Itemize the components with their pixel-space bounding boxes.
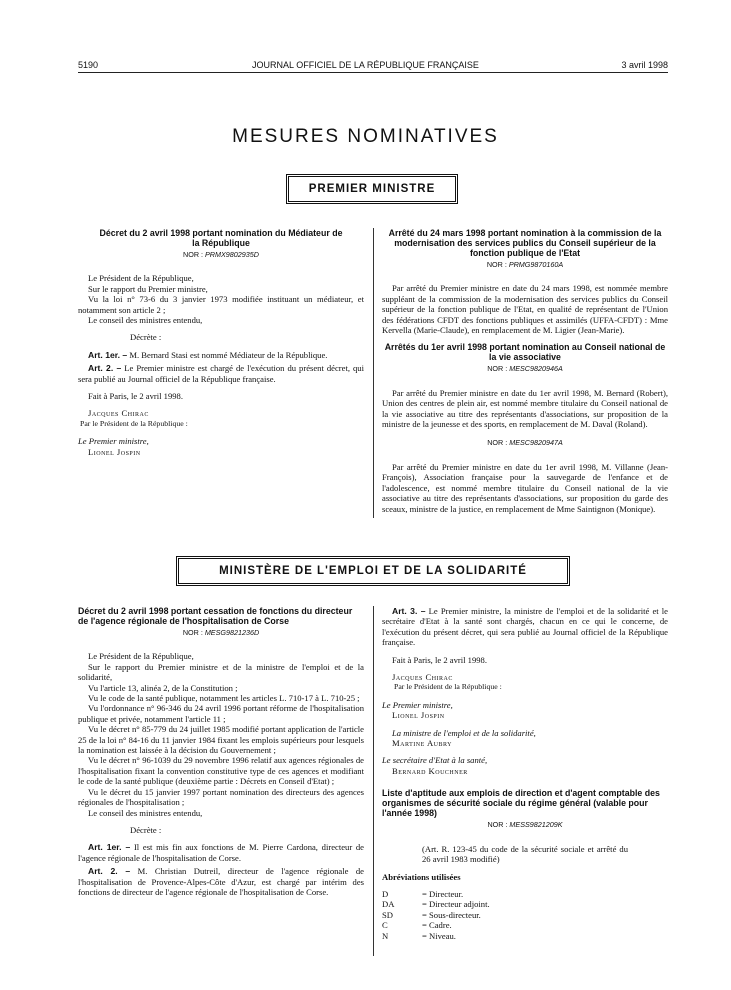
abbreviation-row: C = Cadre. [382,920,452,931]
section-box-emploi [176,556,570,586]
paragraph: Le Président de la République, [88,273,194,284]
arretes-title: Arrêtés du 1er avril 1998 portant nomination au Conseil national de la vie associative [384,342,666,363]
decree-title: Décret du 2 avril 1998 portant nomination du Médiateur de la République [99,228,343,248]
paragraph: Vu le décret n° 85-779 du 24 juillet 1985 modifié portant application de l'article 25 de la loi n° 84-16 du 11 janvier 1984 fixant les emplois supérieurs pour lesquels la nomination est laissée à la décision du Gouvernement ; [78,724,364,756]
decree-title: Décret du 2 avril 1998 portant cessation de fonctions du directeur de l'agence régionale de l'hospitalisation de Corse [78,606,353,626]
arrete-title: Arrêté du 24 mars 1998 portant nomination à la commission de la modernisation des services publics du Conseil supérieur de la fonction publique de l'Etat [388,228,662,258]
signature-president: Jacques Chirac [392,672,453,683]
section-box-premier-ministre [286,174,458,204]
abbreviation-row: DA = Directeur adjoint. [382,899,490,910]
s2-right-column [382,606,668,941]
minister-name: Martine Aubry [392,738,452,749]
paragraph: Vu le décret du 15 janvier 1997 portant nomination des directeurs des agences régionales de l'hospitalisation ; [78,786,364,808]
paragraph: Vu le décret n° 96-1039 du 29 novembre 1996 relatif aux agences régionales de l'hospitalisation fixant la convention constitutive type de ces agences et modifiant le code de la santé publique (deuxième partie : Décrets en Conseil d'Etat) ; [78,755,364,787]
paragraph: Vu la loi n° 73-6 du 3 janvier 1973 modifiée instituant un médiateur, et notamment son article 2 ; [78,294,364,315]
article-1: Art. 1er. – Il est mis fin aux fonctions de M. Pierre Cardona, directeur de l'agence régionale de l'hospitalisation de Corse. [78,842,364,863]
paragraph: Sur le rapport du Premier ministre, [88,283,208,294]
page-title: MESURES NOMINATIVES [232,126,499,147]
pm-name: Lionel Jospin [392,710,445,721]
s1-right-column [382,228,668,514]
decrete: Décrète : [130,332,162,343]
header-rule [78,72,668,73]
paragraph: Le Président de la République, [88,651,194,662]
minister-title: La ministre de l'emploi et de la solidarité, [392,727,536,738]
column-divider [373,606,374,956]
fait-line: Fait à Paris, le 2 avril 1998. [392,654,487,665]
paragraph: Par arrêté du Premier ministre en date du 1er avril 1998, M. Bernard (Robert), Union des centres de plein air, est nommé membre titulaire du Conseil national de la vie associative au titre des représentants d'associations, sur proposition de la ministre de la jeunesse et des sports, en remplacement de M. Daval (Roland). [382,387,668,430]
abbreviation-row: N = Niveau. [382,930,456,941]
nor-line: NOR : MESC9820946A [487,364,563,374]
section-title: MINISTÈRE DE L'EMPLOI ET DE LA SOLIDARITÉ [219,565,527,577]
article-1: Art. 1er. – M. Bernard Stasi est nommé Médiateur de la République. [88,349,328,360]
paragraph: Le conseil des ministres entendu, [88,315,203,326]
paragraph: Vu l'ordonnance n° 96-346 du 24 avril 1996 portant réforme de l'hospitalisation publique et privée, notamment l'article 11 ; [78,703,364,724]
pm-title: Le Premier ministre, [382,699,453,710]
article-3: Art. 3. – Le Premier ministre, la ministre de l'emploi et de la solidarité et le secrétaire d'Etat à la santé sont chargés, chacun en ce qui le concerne, de l'exécution du présent décret, qui sera publié au Journal officiel de la République française. [382,606,668,648]
secretary-title: Le secrétaire d'Etat à la santé, [382,755,488,766]
header-date: 3 avril 1998 [621,60,668,70]
s1-left-column [78,228,364,457]
secretary-name: Bernard Kouchner [392,765,468,776]
reference: (Art. R. 123-45 du code de la sécurité sociale et arrêté du 26 avril 1983 modifié) [422,843,628,865]
paragraph: Par arrêté du Premier ministre en date du 24 mars 1998, est nommée membre suppléant de la commission de la modernisation des services publics du Conseil supérieur de la fonction publique de l'Etat, en qualité de représentant de l'Union des fédérations CFDT des fonctions publiques et assimilés (UFFA-CFDT) : Mme Kervella (Marie-Claude), en remplacement de M. Ligier (Jean-Marie). [382,283,668,336]
nor-line: NOR : PRMX9802935D [183,250,259,259]
section-title: PREMIER MINISTRE [308,183,436,195]
page-number: 5190 [78,60,99,70]
par-le-president: Par le Président de la République : [80,418,188,428]
par-le-president: Par le Président de la République : [394,682,502,692]
paragraph: Vu l'article 13, alinéa 2, de la Constitution ; [88,682,238,693]
paragraph: Vu le code de la santé publique, notamment les articles L. 710-17 à L. 710-25 ; [88,693,360,704]
pm-name: Lionel Jospin [88,446,141,457]
pm-title: Le Premier ministre, [78,436,149,447]
nor-line: NOR : PRMG9870160A [486,260,564,269]
paragraph: Sur le rapport du Premier ministre et de la ministre de l'emploi et de la solidarité, [78,661,364,683]
article-2: Art. 2. – M. Christian Dutreil, directeur de l'agence régionale de l'hospitalisation de Provence-Alpes-Côte d'Azur, est chargé par intérim des fonctions de directeur de l'agence régionale de l'hospitalisation de Corse. [78,866,364,897]
journal-title: JOURNAL OFFICIEL DE LA RÉPUBLIQUE FRANÇAISE [252,60,479,70]
fait-line: Fait à Paris, le 2 avril 1998. [88,391,183,402]
paragraph: Le conseil des ministres entendu, [88,807,203,818]
abbreviation-row: D = Directeur. [382,888,464,899]
liste-title: Liste d'aptitude aux emplois de direction et d'agent comptable des organismes de sécurité sociale du régime général (valable pour l'année 1998) [382,788,660,819]
abbreviations-title: Abréviations utilisées [382,871,461,882]
paragraph: Par arrêté du Premier ministre en date du 1er avril 1998, M. Villanne (Jean-François), Association française pour la sauvegarde de l'enfance et de l'adolescence, est nommé membre titulaire du Conseil national de la vie associative au titre des représentants d'associations, sur proposition du garde des sceaux, ministre de la justice, en remplacement de Mme Saintignon (Monique). [382,461,668,514]
signature-president: Jacques Chirac [88,408,149,419]
decrete: Décrète : [130,824,162,835]
nor-line: NOR : MESS9821209K [487,820,563,830]
nor-line: NOR : MESC9820947A [487,438,563,448]
abbreviation-row: SD = Sous-directeur. [382,909,481,920]
article-2: Art. 2. – Le Premier ministre est chargé de l'exécution du présent décret, qui sera publié au Journal officiel de la République française. [78,363,364,384]
column-divider [373,228,374,518]
nor-line: NOR : MESG9821236D [182,628,260,637]
s2-left-column [78,606,364,897]
